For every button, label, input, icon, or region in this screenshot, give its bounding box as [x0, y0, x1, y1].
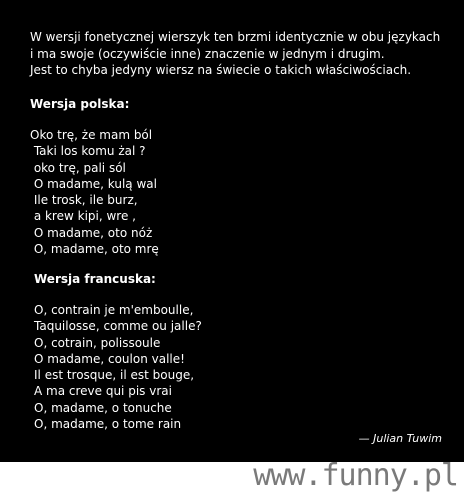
polish-poem: [30, 127, 159, 257]
poem-line: Il est trosque, il est bouge,: [34, 368, 195, 383]
poem-line: Taki los komu żal ?: [30, 144, 146, 159]
poem-line: Ile trosk, ile burz,: [30, 193, 138, 208]
poem-line: O, madame, o tome rain: [34, 417, 182, 432]
author-signature: — Julian Tuwim: [358, 432, 442, 445]
site-watermark: www.funny.pl: [253, 458, 458, 493]
poem-line: O, contrain je m'emboulle,: [34, 303, 194, 317]
french-poem: [34, 302, 202, 432]
polish-version-heading: Wersja polska:: [30, 97, 130, 111]
poem-line: Oko trę, że mam ból: [30, 128, 153, 142]
poem-line: O madame, kulą wal: [30, 176, 157, 191]
intro-line: W wersji fonetycznej wierszyk ten brzmi identycznie w obu językach: [30, 30, 441, 44]
poem-line: O, madame, o tonuche: [34, 400, 172, 415]
poem-line: Taquilosse, comme ou jalle?: [34, 319, 202, 334]
poem-line: a krew kipi, wre ,: [30, 209, 136, 224]
intro-text: [30, 29, 460, 79]
french-version-heading: Wersja francuska:: [34, 272, 156, 286]
poem-line: O madame, oto nóż: [30, 225, 153, 240]
intro-line: Jest to chyba jedyny wiersz na świecie o takich właściwościach.: [30, 63, 412, 77]
poem-line: O madame, coulon valle!: [34, 351, 185, 366]
intro-line: i ma swoje (oczywiście inne) znaczenie w jednym i drugim.: [30, 46, 385, 61]
poem-line: O, cotrain, polissoule: [34, 335, 161, 350]
poem-line: oko trę, pali sól: [30, 160, 126, 175]
poem-line: A ma creve qui pis vrai: [34, 384, 172, 399]
poem-line: O, madame, oto mrę: [30, 242, 159, 257]
